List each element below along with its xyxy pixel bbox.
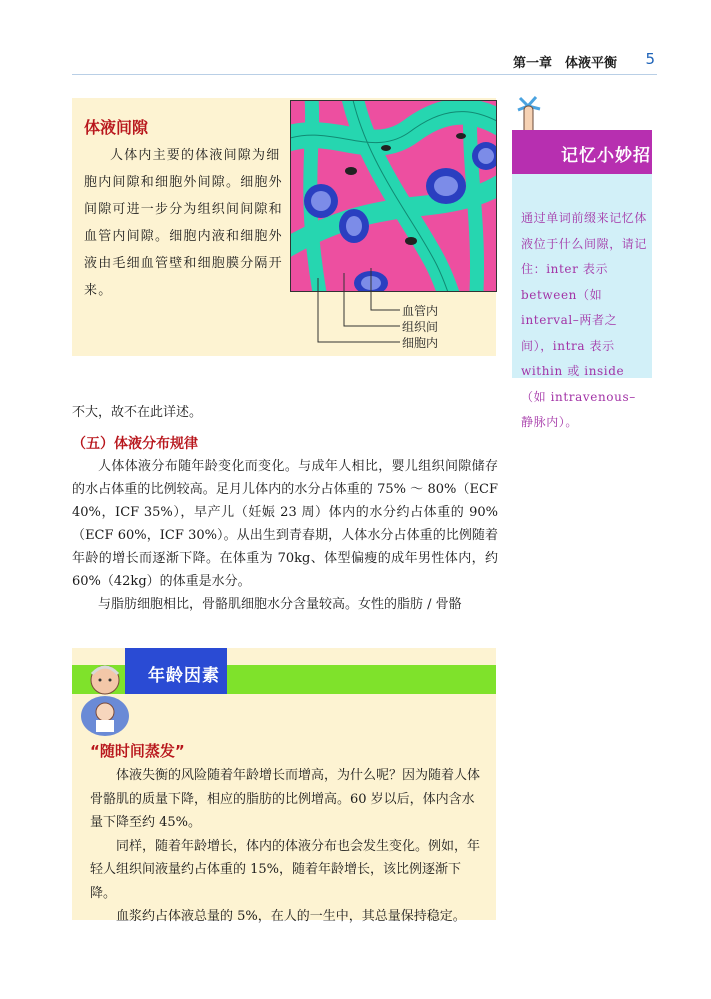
section-heading: （五）体液分布规律: [72, 436, 198, 452]
memo-title: 记忆小妙招: [561, 146, 651, 166]
memo-banner: [512, 130, 652, 174]
cell-illustration-svg: [291, 101, 496, 291]
age-paragraph-2: 同样，随着年龄增长，体内的体液分布也会发生变化。例如，年轻人组织间液量约占体重的 15%，随着年龄增长，该比例逐渐下降。: [90, 838, 481, 901]
age-banner: [125, 648, 227, 694]
body-paragraph-2: 与脂肪细胞相比，骨骼肌细胞水分含量较高。女性的脂肪 / 骨骼: [98, 597, 462, 612]
elderly-with-baby-icon: [78, 658, 132, 738]
cell-illustration: [290, 100, 497, 292]
age-banner-label: 年龄因素: [148, 666, 220, 686]
continuation-text: 不大，故不在此详述。: [72, 405, 203, 420]
interstitial-paragraph: 人体内主要的体液间隙为细胞内间隙和细胞外间隙。细胞外间隙可进一步分为组织间间隙和血管内间隙。细胞内液和细胞外液由毛细血管壁和细胞膜分隔开来。: [84, 148, 283, 298]
label-interstitial: 组织间: [402, 320, 439, 334]
age-paragraph-1: 体液失衡的风险随着年龄增长而增高，为什么呢？因为随着人体骨骼肌的质量下降，相应的脂肪的比例增高。60 岁以后，体内含水量下降至约 45%。: [90, 768, 481, 830]
chapter-title: 第一章 体液平衡: [512, 56, 617, 71]
header-rule: [72, 74, 657, 75]
age-box-title: “随时间蒸发”: [90, 742, 185, 760]
age-paragraph-3: 血浆约占体液总量的 5%，在人的一生中，其总量保持稳定。: [116, 909, 466, 924]
age-box-text: [90, 764, 485, 929]
label-intracellular: 细胞内: [402, 336, 439, 350]
interstitial-title: 体液间隙: [84, 118, 149, 137]
interstitial-text-block: [84, 142, 294, 304]
memo-text: 通过单词前缀来记忆体液位于什么间隙，请记住：inter 表示 between（如 interval–两者之间），intra 表示 within 或 inside（如 intravenous–静脉内）。: [521, 211, 648, 429]
interstitial-box: [72, 98, 496, 356]
age-factor-box: [72, 648, 496, 924]
section-body: [72, 455, 498, 616]
memo-box: [512, 174, 652, 429]
page-header: [72, 48, 657, 72]
label-intravascular: 血管内: [402, 304, 439, 318]
page-number: 5: [645, 50, 655, 68]
body-paragraph-1: 人体体液分布随年龄变化而变化。与成年人相比，婴儿组织间隙储存的水占体重的比例较高。足月儿体内的水分占体重的 75% ～ 80%（ECF 40%，ICF 35%），早产儿（妊娠 23 周）体内的水分约占体重的 90%（ECF 60%，ICF 30%）。从出生到青春期，人体水分占体重的比例随着年龄的增长而逐渐下降。在体重为 70kg、体型偏瘦的成年男性体内，约 60%（42kg）的体重是水分。: [72, 459, 498, 589]
